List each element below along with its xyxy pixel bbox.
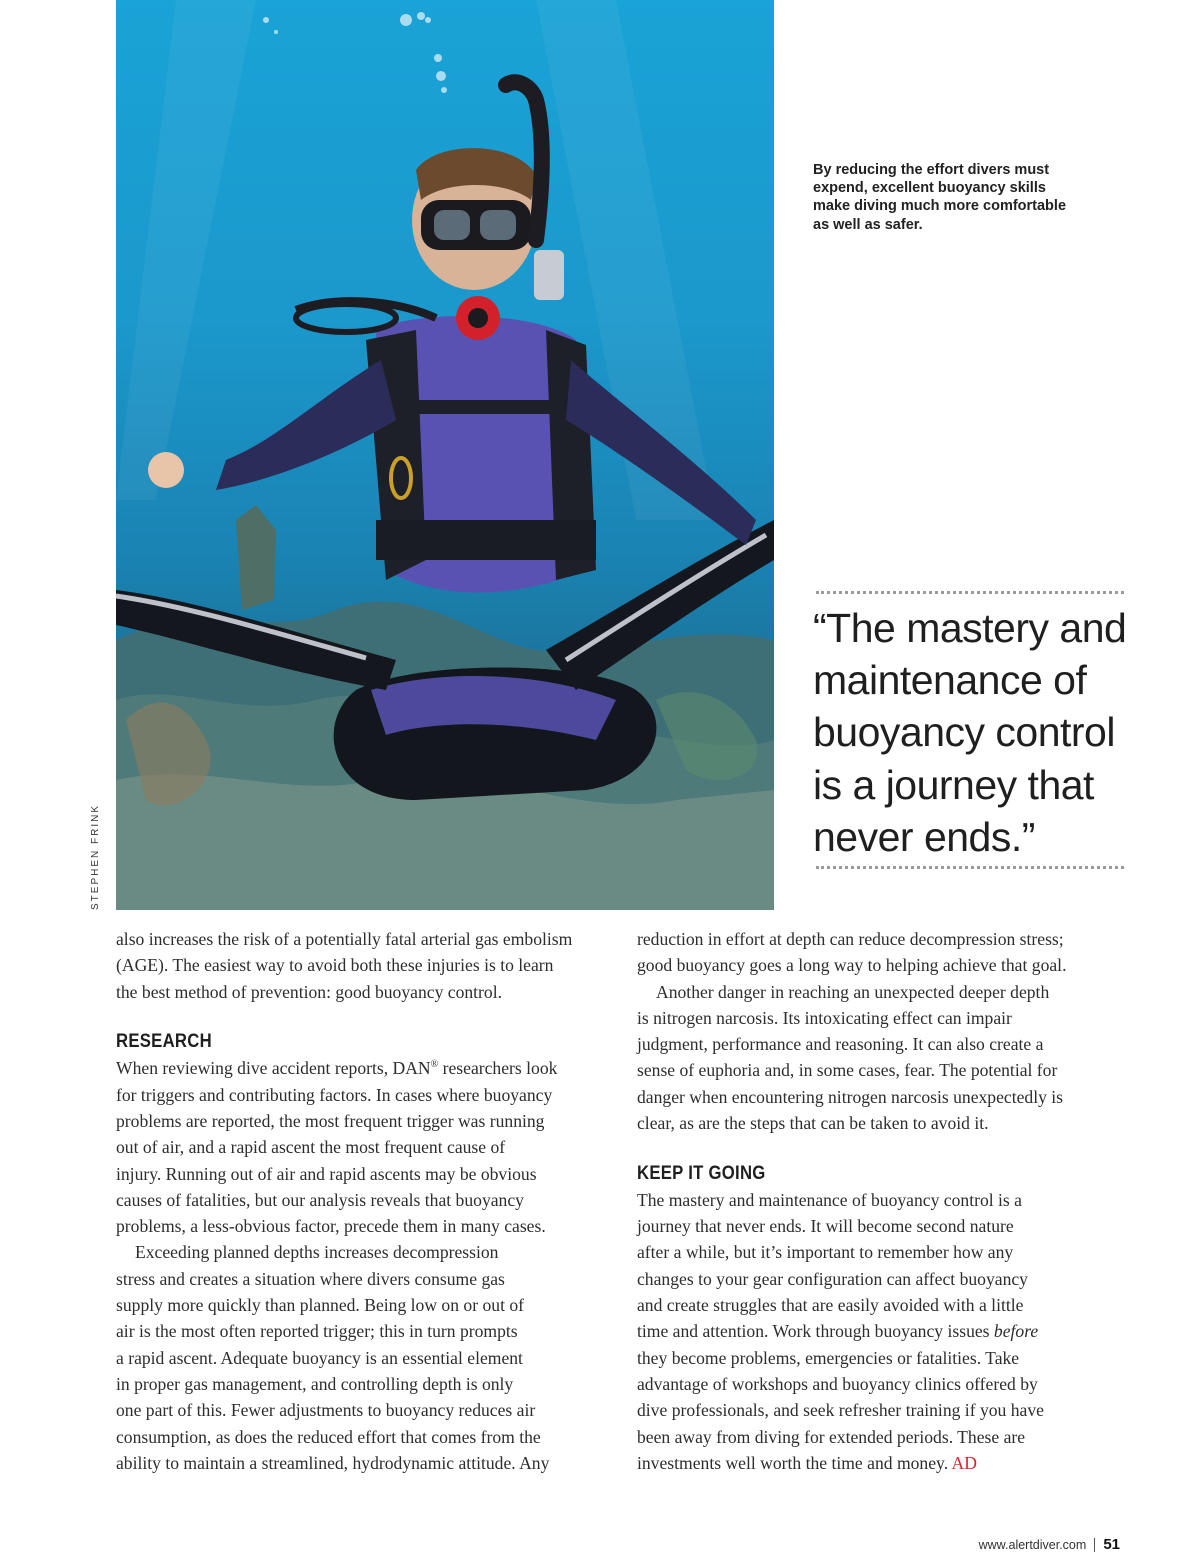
body-line: after a while, but it’s important to remember how any bbox=[637, 1242, 1014, 1263]
body-line: been away from diving for extended periods. These are bbox=[637, 1426, 1026, 1447]
pull-quote bbox=[813, 602, 1133, 863]
body-line: the best method of prevention: good buoyancy control. bbox=[116, 981, 502, 1002]
body-line: in proper gas management, and controlling depth is only bbox=[116, 1373, 514, 1394]
body-line: problems are reported, the most frequent trigger was running bbox=[116, 1110, 545, 1131]
left-text-column bbox=[116, 926, 608, 1476]
body-line: The mastery and maintenance of buoyancy control is a bbox=[637, 1189, 1022, 1210]
body-line: journey that never ends. It will become second nature bbox=[637, 1216, 1014, 1237]
body-line: good buoyancy goes a long way to helping achieve that goal. bbox=[637, 955, 1067, 976]
registered-mark: ® bbox=[430, 1059, 439, 1071]
body-line: they become problems, emergencies or fatalities. Take bbox=[637, 1347, 1020, 1368]
body-line: time and attention. Work through buoyancy issues before bbox=[637, 1321, 1039, 1342]
body-line: injury. Running out of air and rapid ascents may be obvious bbox=[116, 1163, 537, 1184]
pull-quote-line: maintenance of bbox=[813, 657, 1087, 704]
pull-quote-line: is a journey that bbox=[813, 761, 1094, 808]
pull-quote-line: “The mastery and bbox=[813, 605, 1127, 651]
end-signoff-mark: AD bbox=[951, 1452, 977, 1473]
emphasis-before: before bbox=[993, 1321, 1039, 1342]
footer-url[interactable]: www.alertdiver.com bbox=[978, 1537, 1087, 1552]
pull-quote-line: never ends.” bbox=[813, 813, 1035, 860]
photo-credit: STEPHEN FRINK bbox=[90, 803, 101, 910]
body-line: supply more quickly than planned. Being low on or out of bbox=[116, 1295, 525, 1316]
pull-quote-bottom-rule bbox=[816, 866, 1124, 869]
body-line: also increases the risk of a potentially fatal arterial gas embolism bbox=[116, 929, 573, 949]
right-text-column bbox=[637, 926, 1129, 1476]
body-line: is nitrogen narcosis. Its intoxicating effect can impair bbox=[637, 1007, 1012, 1028]
body-line: ability to maintain a streamlined, hydrodynamic attitude. Any bbox=[116, 1452, 550, 1473]
body-line: reduction in effort at depth can reduce decompression stress; bbox=[637, 929, 1064, 949]
body-line: sense of euphoria and, in some cases, fear. The potential for bbox=[637, 1060, 1058, 1081]
body-line: consumption, as does the reduced effort that comes from the bbox=[116, 1426, 541, 1447]
scuba-diver-photo bbox=[116, 0, 774, 910]
body-line: Another danger in reaching an unexpected deeper depth bbox=[656, 981, 1050, 1002]
body-line: investments well worth the time and money. AD bbox=[637, 1452, 977, 1473]
footer-divider bbox=[1094, 1538, 1095, 1552]
section-heading-research: RESEARCH bbox=[116, 1031, 212, 1053]
page-number: 51 bbox=[1103, 1536, 1120, 1553]
body-line: When reviewing dive accident reports, DAN® researchers look bbox=[116, 1058, 558, 1079]
body-line: and create struggles that are easily avoided with a little bbox=[637, 1295, 1024, 1316]
body-line: stress and creates a situation where divers consume gas bbox=[116, 1268, 505, 1289]
page-footer bbox=[979, 1536, 1120, 1553]
body-line: out of air, and a rapid ascent the most frequent cause of bbox=[116, 1137, 506, 1158]
section-heading-keep-it-going: KEEP IT GOING bbox=[637, 1162, 766, 1184]
pull-quote-line: buoyancy control bbox=[813, 709, 1115, 756]
pull-quote-top-rule bbox=[816, 591, 1124, 594]
body-line: causes of fatalities, but our analysis reveals that buoyancy bbox=[116, 1189, 524, 1210]
body-line: Exceeding planned depths increases decompression bbox=[135, 1242, 499, 1263]
diver-illustration bbox=[116, 0, 774, 910]
body-line: air is the most often reported trigger; this in turn prompts bbox=[116, 1321, 518, 1342]
body-line: dive professionals, and seek refresher training if you have bbox=[637, 1400, 1044, 1421]
photo-caption: By reducing the effort divers must expend, excellent buoyancy skills make diving much more comfortable as well as safer. bbox=[813, 162, 1067, 233]
body-line: danger when encountering nitrogen narcosis unexpectedly is bbox=[637, 1086, 1064, 1107]
body-line: a rapid ascent. Adequate buoyancy is an essential element bbox=[116, 1347, 523, 1368]
body-line: one part of this. Fewer adjustments to buoyancy reduces air bbox=[116, 1400, 536, 1421]
body-line: problems, a less-obvious factor, precede them in many cases. bbox=[116, 1216, 546, 1237]
body-line: clear, as are the steps that can be taken to avoid it. bbox=[637, 1113, 989, 1134]
body-line: changes to your gear configuration can affect buoyancy bbox=[637, 1268, 1028, 1289]
body-line: (AGE). The easiest way to avoid both these injuries is to learn bbox=[116, 955, 554, 976]
body-line: judgment, performance and reasoning. It can also create a bbox=[637, 1034, 1044, 1055]
body-line: for triggers and contributing factors. In cases where buoyancy bbox=[116, 1084, 553, 1105]
body-line: advantage of workshops and buoyancy clinics offered by bbox=[637, 1373, 1038, 1394]
